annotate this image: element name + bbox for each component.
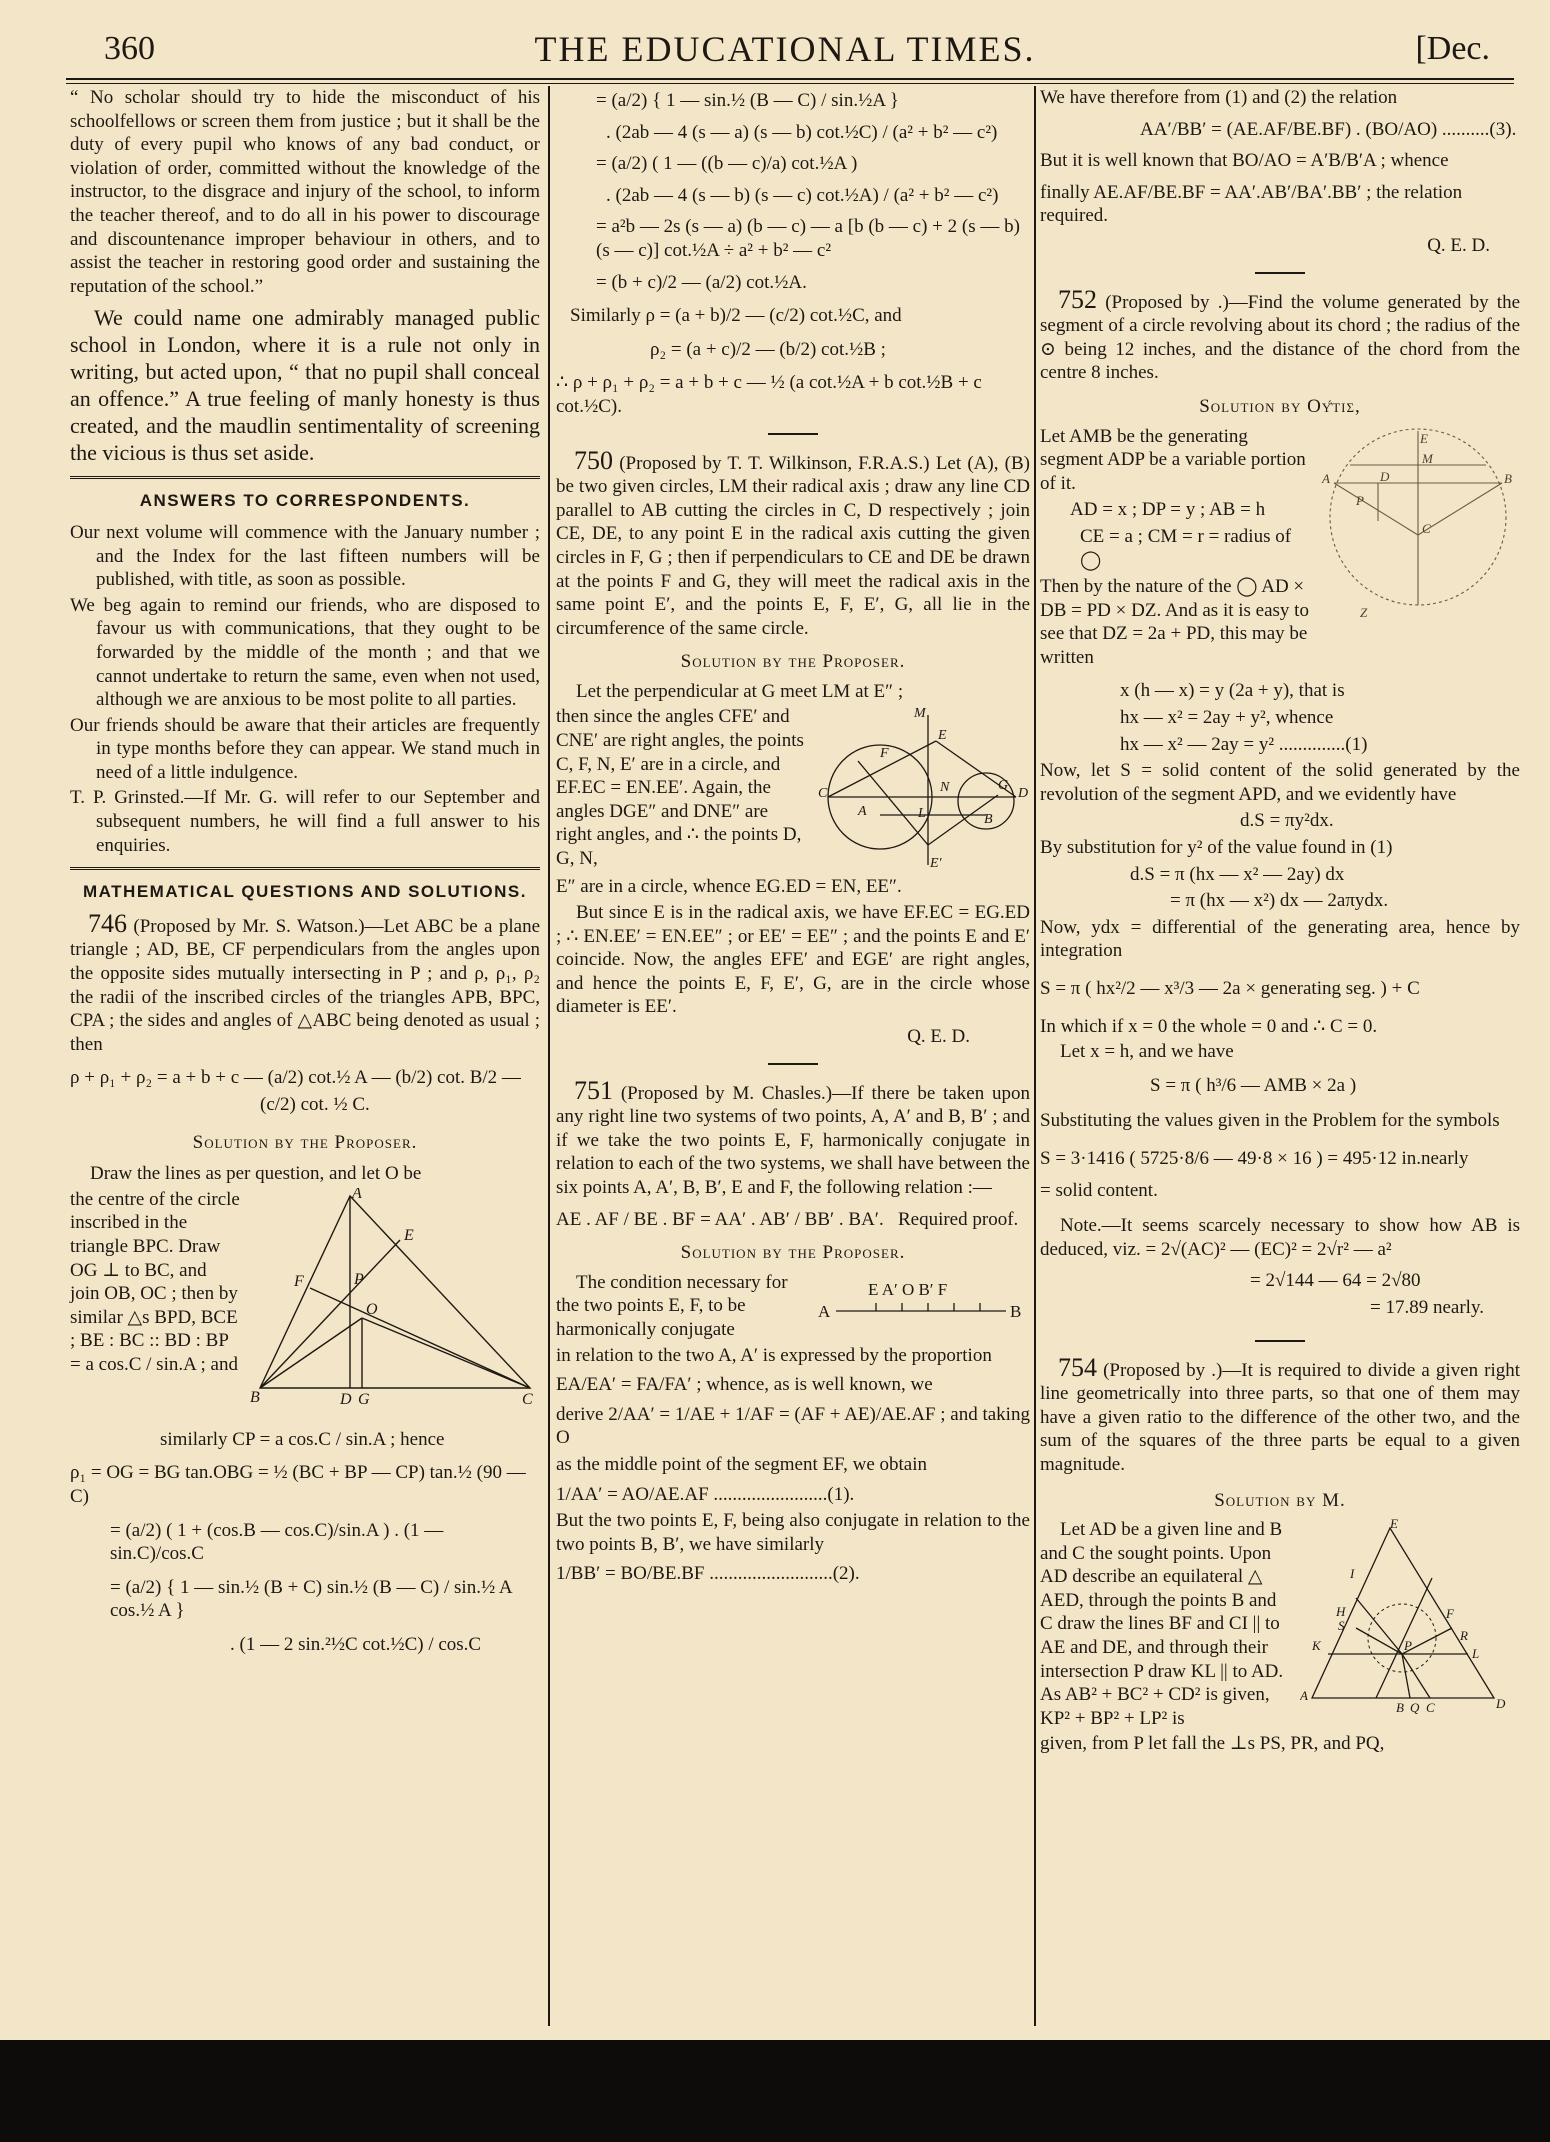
text: In which if x = 0 the whole = 0 and ∴ C = 0. [1040, 1015, 1378, 1037]
column-3 [1040, 86, 1520, 1758]
solution-text: But since E is in the radical axis, we have EF.EC = EG.ED ; ∴ EN.EE′ = EN.EE″ ; or EE′ = EE″ ; and the points E and E′ coincide. Now, the angles EFE′ and EGE′ are right angles, and hence the points E, F, E′, G, are in the circle whose diameter is EE′. [556, 902, 1030, 1018]
segment-figure [1320, 425, 1516, 625]
solution-text: Let AMB be the generating segment ADP be a variable portion of it. [1040, 425, 1306, 494]
text: We have therefore from (1) and (2) the relation [1040, 87, 1398, 108]
figure-label: R [1460, 1628, 1468, 1644]
line-end-label: A [818, 1301, 831, 1321]
equation: S = π ( h³/6 — AMB × 2a ) [1150, 1074, 1357, 1096]
equation: = (a/2) ( 1 + (cos.B — cos.C)/sin.A ) . (1 — sin.C)/cos.C [110, 1519, 444, 1565]
figure-label: B [984, 812, 993, 828]
equation: = π (hx — x²) dx — 2aπydx. [1170, 890, 1389, 912]
equation: = (b + c)/2 — (a/2) cot.½A. [596, 271, 807, 293]
equation: AD = x ; DP = y ; AB = h [1070, 499, 1266, 521]
equation: 1/BB′ = BO/BE.BF ..........................(2). [556, 1563, 860, 1585]
figure-label: F [1446, 1606, 1454, 1622]
text: Now, let S = solid content of the solid generated by the revolution of the segment APD, and we evidently have [1040, 760, 1520, 805]
equation: AA′/BB′ = (AE.AF/BE.BF) . (BO/AO) ..........(3). [1140, 118, 1517, 140]
figure-label: A [352, 1187, 362, 1202]
qed: Q. E. D. [1427, 234, 1490, 256]
equation: = a²b — 2s (s — a) (b — c) — a [b (b — c) + 2 (s — b) (s — c)] cot.½A ÷ a² + b² — c² [596, 216, 1020, 261]
required-proof: Required proof. [897, 1208, 1019, 1230]
figure-label: C [522, 1390, 533, 1408]
figure-label: S [1338, 1618, 1345, 1634]
equation: hx — x² = 2ay + y², whence [1120, 707, 1334, 729]
question-text: (Proposed by Mr. S. Watson.)—Let ABC be a plane triangle ; AD, BE, CF perpendiculars from the angles upon the opposite sides mutually intersecting in P ; and ρ, ρ₁, ρ₂ the radii of the inscribed circles of the triangles APB, BPC, CPA ; the sides and angles of △ABC being denoted as usual ; then [70, 915, 541, 1055]
equation: 1/AA′ = AO/AE.AF ........................(1). [556, 1483, 855, 1505]
line-figure [816, 1271, 1026, 1341]
text: But it is well known that BO/AO = A′B/B′A ; whence [1040, 150, 1449, 172]
equation: CE = a ; CM = r = radius of ◯ [1080, 525, 1292, 571]
solution-heading: Solution by M. [1214, 1489, 1346, 1511]
question-number: 752 [1058, 284, 1097, 314]
equation: ρ + ρ₁ + ρ₂ = a + b + c — (a/2) cot.½ A — (b/2) cot. B/2 — [70, 1067, 521, 1089]
text: Substituting the values given in the Problem for the symbols [1040, 1110, 1500, 1132]
figure-row [1040, 425, 1520, 672]
figure-label: F [880, 746, 889, 762]
answer-item: Our next volume will commence with the January number ; and the Index for the last fifteen numbers will be published, with title, as soon as possible. [70, 521, 540, 591]
equation: Similarly ρ = (a + b)/2 — (c/2) cot.½C, and [570, 305, 902, 327]
equation: = (a/2) { 1 — sin.½ (B + C) sin.½ (B — C) / sin.½ A cos.½ A } [110, 1576, 512, 1622]
equation: d.S = π (hx — x² — 2ay) dx [1130, 863, 1345, 885]
equation: EA/EA′ = FA/FA′ ; whence, as is well known, we [556, 1374, 933, 1396]
math-heading: MATHEMATICAL QUESTIONS AND SOLUTIONS. [83, 882, 527, 902]
equation: = (a/2) { 1 — sin.½ (B — C) / sin.½A } [596, 90, 899, 111]
solution-text: then since the angles CFE′ and CNE′ are right angles, the points C, F, N, E′ are in a circle, and EF.EC = EN.EE′. Again, the angles DGE″ and DNE″ are right angles, and ∴ the points D, G, N, [556, 706, 804, 870]
page-title: THE EDUCATIONAL TIMES. [534, 29, 1036, 69]
solution-text: as the middle point of the segment EF, we obtain [556, 1453, 928, 1475]
figure-label: F [294, 1272, 304, 1290]
figure-label: E [1420, 430, 1428, 446]
figure-label: D [340, 1390, 352, 1408]
solution-text: Draw the lines as per question, and let O be [90, 1163, 422, 1185]
question-number: 751 [574, 1075, 613, 1105]
solution-text: Let AD be a given line and B and C the sought points. Upon AD describe an equilateral △ AED, through the points B and C draw the lines BF and CI || to AE and DE, and through their intersection P draw KL || to AD. As AB² + BC² + CD² is given, KP² + BP² + LP² is [1040, 1519, 1284, 1729]
quote-paragraph: “ No scholar should try to hide the misconduct of his schoolfellows or screen them from justice ; but it shall be the duty of every pupil who knows of any bad conduct, or violation of order, committed without the knowledge of the instructor, to the disgrace and injury of the school, to inform the teacher thereof, and to do all in his power to discourage and discountenance improper behaviour in others, and to assist the teacher in restoring good order and sustaining the reputation of the school.” [70, 87, 540, 297]
figure-label: L [1472, 1646, 1480, 1662]
equation: (c/2) cot. ½ C. [260, 1094, 370, 1115]
section-divider [70, 476, 540, 479]
question-number: 750 [574, 445, 613, 475]
solution-text: But the two points E, F, being also conjugate in relation to the two points B, B′, we have similarly [556, 1510, 1030, 1555]
question-text: (Proposed by M. Chasles.)—If there be taken upon any right line two systems of two points, A, A′ and B, B′ ; and if we take the two points E, F, harmonically conjugate in relation to each of the two systems, we shall have between the six points A, A′, B, B′, E and F, the following relation :— [556, 1082, 1030, 1198]
section-divider [70, 867, 540, 870]
text: Now, ydx = differential of the generating area, hence by integration [1040, 916, 1520, 962]
header-rule [66, 78, 1514, 80]
page-number: 360 [104, 30, 155, 67]
equation: S = π ( hx²/2 — x³/3 — 2a × generating seg. ) + C [1040, 978, 1420, 999]
figure-label: A [858, 804, 867, 820]
rule [768, 433, 818, 435]
figure-row [1040, 1518, 1520, 1732]
figure-label: D [1018, 786, 1029, 802]
answer-item: We beg again to remind our friends, who are disposed to favour us with communications, that they ought to be forwarded by the middle of the month ; and that we cannot undertake to return the same, even when not used, although we are anxious to be most polite to all parties. [70, 594, 540, 711]
question-text: (Proposed by T. T. Wilkinson, F.R.A.S.) Let (A), (B) be two given circles, LM their radical axis ; draw any line CD parallel to AB cutting the circles in C, D respectively ; join CE, DE, to any point E in the radical axis cutting the given circles in F, G ; then if perpendiculars to CE and DE be drawn at the points F and G, they will meet the radical axis in the same point E′, and the points E, F, E′, G, all lie in the circumference of the same circle. [556, 452, 1030, 639]
page-month: [Dec. [1415, 30, 1490, 67]
question-number: 754 [1058, 1352, 1097, 1382]
answer-item: Our friends should be aware that their articles are frequently in type months before they can appear. We stand much in need of a little indulgence. [70, 714, 540, 783]
qed: Q. E. D. [907, 1026, 970, 1048]
figure-label: G [358, 1390, 370, 1408]
column-rule-1 [548, 86, 550, 2026]
rule [1255, 1340, 1305, 1342]
rule [768, 1063, 818, 1065]
page-header [60, 22, 1510, 82]
figure-label: M [1422, 450, 1433, 466]
figure-label: P [354, 1270, 364, 1288]
figure-row [70, 1188, 540, 1418]
equation: d.S = πy²dx. [1240, 810, 1334, 832]
solution-text: given, from P let fall the ⊥s PS, PR, and PQ, [1040, 1733, 1385, 1755]
solution-text: The condition necessary for the two points E, F, to be harmonically conjugate [556, 1271, 788, 1340]
note: Note.—It seems scarcely necessary to show how AB is deduced, viz. = 2√(AC)² — (EC)² = 2√r² — a² [1040, 1215, 1520, 1260]
equation: . (1 — 2 sin.²½C cot.½C) / cos.C [230, 1633, 482, 1655]
question-number: 746 [88, 908, 127, 938]
equation: = (a/2) ( 1 — ((b — c)/a) cot.½A ) [596, 153, 858, 175]
solution-heading: Solution by the Proposer. [192, 1131, 418, 1153]
rule [1255, 272, 1305, 274]
circles-figure [818, 705, 1030, 875]
figure-label: O [366, 1300, 378, 1318]
solution-text: Let the perpendicular at G meet LM at E″ ; [576, 680, 904, 702]
equation: finally AE.AF/BE.BF = AA′.AB′/BA′.BB′ ; the relation required. [1040, 181, 1463, 227]
equation: x (h — x) = y (2a + y), that is [1120, 680, 1345, 702]
equation: ρ₁ = OG = BG tan.OBG = ½ (BC + BP — CP) tan.½ (90 — C) [70, 1462, 526, 1507]
solution-heading: Solution by Οὔτις, [1199, 395, 1361, 417]
figure-label: Q [1410, 1700, 1420, 1716]
column-rule-2 [1034, 86, 1036, 2026]
figure-label: H [1336, 1604, 1346, 1620]
figure-label: I [1350, 1566, 1355, 1582]
question-text: (Proposed by .)—Find the volume generated by the segment of a circle revolving about its chord ; the radius of the ⊙ being 12 inches, and the distance of the chord from the centre 8 inches. [1040, 291, 1521, 384]
solution-text: the centre of the circle inscribed in the triangle BPC. Draw OG ⊥ to BC, and join OB, OC ; then by similar △s BPD, BCE ; BE : BC :: BD : BP = a cos.C / sin.A ; and [70, 1188, 240, 1375]
equation: S = 3·1416 ( 5725·8/6 — 49·8 × 16 ) = 495·12 in.nearly [1040, 1147, 1469, 1169]
text: Let x = h, and we have [1060, 1041, 1234, 1063]
figure-row [556, 1271, 1030, 1344]
figure-label: P [1356, 492, 1364, 508]
equation: = 2√144 — 64 = 2√80 [1250, 1270, 1421, 1292]
figure-label: A [1300, 1688, 1308, 1704]
solution-heading: Solution by the Proposer. [680, 651, 906, 673]
header-rule-thin [66, 83, 1514, 84]
solution-text: E″ are in a circle, whence EG.ED = EN, EE″. [556, 876, 902, 898]
figure-label: N [940, 780, 950, 796]
figure-label: E [404, 1226, 414, 1244]
editorial-paragraph: We could name one admirably managed public school in London, where it is a rule not only in writing, but acted upon, “ that no pupil shall conceal an offence.” A true feeling of manly honesty is thus created, and the maudlin sentimentality of screening the vicious is thus set aside. [70, 305, 540, 466]
question-text: (Proposed by .)—It is required to divide a given right line geometrically into three parts, so that one of them may have a given ratio to the difference of the other two, and the sum of the squares of the three parts be equal to a given magnitude. [1040, 1359, 1521, 1475]
figure-label: E [938, 728, 947, 744]
equation: = solid content. [1040, 1179, 1158, 1201]
figure-label: Z [1360, 604, 1368, 620]
equation: AE . AF / BE . BF = AA′ . AB′ / BB′ . BA′. [556, 1208, 884, 1230]
figure-label: M [914, 706, 926, 722]
figure-label: C [818, 786, 828, 802]
figure-label: K [1312, 1638, 1321, 1654]
answers-heading: ANSWERS TO CORRESPONDENTS. [139, 491, 471, 511]
figure-label: G [998, 778, 1009, 794]
figure-label: B [1504, 470, 1512, 486]
equation: derive 2/AA′ = 1/AE + 1/AF = (AF + AE)/AE.AF ; and taking O [556, 1403, 1030, 1449]
answer-item: T. P. Grinsted.—If Mr. G. will refer to our September and subsequent numbers, he will find a full answer to his enquiries. [70, 787, 540, 856]
solution-text: in relation to the two A, A′ is expressed by the proportion [556, 1344, 992, 1366]
equation: ∴ ρ + ρ₁ + ρ₂ = a + b + c — ½ (a cot.½A + b cot.½B + c cot.½C). [556, 372, 982, 417]
answers-list [70, 521, 540, 857]
equilateral-figure [1300, 1518, 1510, 1718]
figure-label: D [1496, 1696, 1506, 1712]
equation: = 17.89 nearly. [1370, 1296, 1484, 1318]
figure-label: A [1322, 470, 1330, 486]
text: By substitution for y² of the value found in (1) [1040, 837, 1393, 859]
solution-text: Then by the nature of the ◯ AD × DB = PD × DZ. And as it is easy to see that DZ = 2a + PD, this may be written [1040, 576, 1309, 668]
triangle-figure [250, 1188, 540, 1418]
solution-heading: Solution by the Proposer. [680, 1242, 906, 1264]
figure-row [556, 705, 1030, 875]
equation: similarly CP = a cos.C / sin.A ; hence [160, 1428, 445, 1450]
figure-label: P [1404, 1638, 1412, 1654]
figure-label: L [918, 806, 926, 822]
line-labels: E A′ O B′ F [868, 1279, 948, 1299]
figure-label: B [250, 1388, 260, 1406]
equation: . (2ab — 4 (s — b) (s — c) cot.½A) / (a² + b² — c²) [606, 184, 999, 206]
figure-label: D [1380, 468, 1390, 484]
column-2 [556, 86, 1030, 1589]
equation: hx — x² — 2ay = y² ..............(1) [1120, 733, 1368, 755]
column-1 [70, 86, 540, 1660]
line-end-label: B [1010, 1301, 1022, 1321]
scan-border [0, 2040, 1550, 2142]
equation: ρ₂ = (a + c)/2 — (b/2) cot.½B ; [650, 338, 886, 360]
figure-label: E [1390, 1518, 1398, 1532]
figure-label: C [1426, 1700, 1435, 1716]
figure-label: E′ [930, 856, 942, 872]
equation: . (2ab — 4 (s — a) (s — b) cot.½C) / (a² + b² — c²) [606, 121, 998, 143]
figure-label: C [1422, 520, 1431, 536]
figure-label: B [1396, 1700, 1404, 1716]
